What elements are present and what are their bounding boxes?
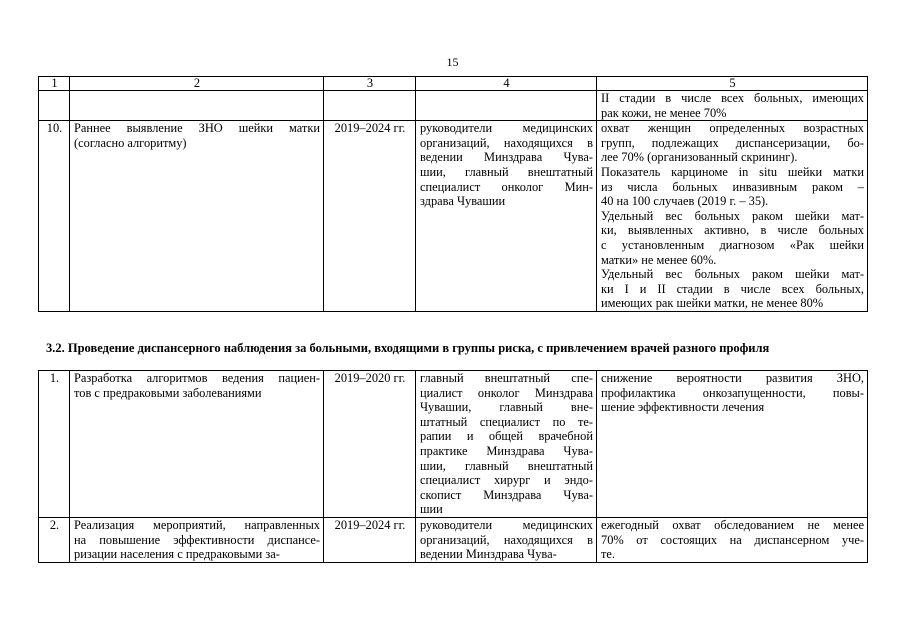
text-line: шии, главный внештатный xyxy=(420,164,593,179)
indicator-paragraph xyxy=(601,91,864,120)
header-row xyxy=(39,77,868,91)
column-number: 3 xyxy=(324,77,416,91)
text-line: II стадии в числе всех больных, имеющих xyxy=(601,91,864,105)
period-cell xyxy=(324,91,416,121)
indicators-cell xyxy=(597,371,868,518)
text-line: ежегодный охват обследованием не менее xyxy=(601,517,864,532)
text-line: из числа больных инвазивным раком – xyxy=(601,179,864,194)
text-line: Удельный вес больных раком шейки мат- xyxy=(601,208,864,223)
text-line: Реализация мероприятий, направленных xyxy=(74,517,320,532)
row-number xyxy=(39,91,70,121)
indicators-cell xyxy=(597,121,868,312)
text-line: циалист онколог Минздрава xyxy=(420,385,593,400)
responsible-cell xyxy=(416,121,597,312)
table-row xyxy=(39,517,868,562)
text-line: здрава Чувашии xyxy=(420,194,506,209)
text-line: шение эффективности лечения xyxy=(601,400,765,415)
text-line: Удельный вес больных раком шейки мат- xyxy=(601,267,864,282)
text-line: охват женщин определенных возрастных xyxy=(601,121,864,136)
text-line: Разработка алгоритмов ведения пациен- xyxy=(74,371,320,385)
text-line: руководители медицинских xyxy=(420,121,593,136)
period-cell: 2019–2024 гг. xyxy=(324,517,416,562)
row-number: 1. xyxy=(39,371,70,518)
table-row xyxy=(39,121,868,312)
period-cell: 2019–2020 гг. xyxy=(324,371,416,518)
text-line: штатный специалист по те- xyxy=(420,414,593,429)
responsible-cell xyxy=(416,371,597,518)
page-number: 15 xyxy=(446,55,459,69)
responsible-cell xyxy=(416,91,597,121)
column-number: 1 xyxy=(39,77,70,91)
indicator-paragraph xyxy=(601,165,864,209)
row-number: 10. xyxy=(39,121,70,312)
column-number: 4 xyxy=(416,77,597,91)
indicators-cell xyxy=(597,517,868,562)
text-line: снижение вероятности развития ЗНО, xyxy=(601,371,864,385)
text-line: Раннее выявление ЗНО шейки матки xyxy=(74,121,320,136)
indicator-paragraph xyxy=(601,209,864,267)
plan-table-bottom xyxy=(38,370,868,563)
text-line: практике Минздрава Чува- xyxy=(420,443,593,458)
indicators-cell xyxy=(597,91,868,121)
text-line: Показатель карциноме in situ шейки матки xyxy=(601,164,864,179)
event-cell xyxy=(70,517,324,562)
text-line: шии, главный внештатный xyxy=(420,458,593,473)
text-line: скопист Минздрава Чува- xyxy=(420,487,593,502)
text-line: руководители медицинских xyxy=(420,517,593,532)
text-line: рапии и общей врачебной xyxy=(420,429,593,444)
text-line: групп, подлежащих диспансеризации, бо- xyxy=(601,135,864,150)
text-line: ведении Минздрава Чува- xyxy=(420,150,593,165)
text-line: Чувашии, главный вне- xyxy=(420,400,593,415)
row-number: 2. xyxy=(39,517,70,562)
column-number: 2 xyxy=(70,77,324,91)
text-line: с установленным диагнозом «Рак шейки xyxy=(601,237,864,252)
indicator-paragraph xyxy=(601,518,864,562)
table-row xyxy=(39,91,868,121)
text-line: специалист онколог Мин- xyxy=(420,179,593,194)
text-line: организаций, находящихся в xyxy=(420,532,593,547)
text-line: (согласно алгоритму) xyxy=(74,135,187,150)
text-line: организаций, находящихся в xyxy=(420,135,593,150)
text-line: ки, выявленных активно, в числе больных xyxy=(601,223,864,238)
text-line: на повышение эффективности диспансе- xyxy=(74,532,320,547)
table-row xyxy=(39,371,868,518)
indicator-paragraph xyxy=(601,267,864,311)
indicator-paragraph xyxy=(601,121,864,165)
text-line: 40 на 100 случаев (2019 г. – 35). xyxy=(601,194,769,209)
column-number: 5 xyxy=(597,77,868,91)
text-line: 70% от состоящих на диспансерном уче- xyxy=(601,532,864,547)
event-cell xyxy=(70,371,324,518)
text-line: рак кожи, не менее 70% xyxy=(601,105,727,120)
text-line: шии xyxy=(420,502,443,517)
text-line: имеющих рак шейки матки, не менее 80% xyxy=(601,296,824,311)
event-cell xyxy=(70,91,324,121)
text-line: матки» не менее 60%. xyxy=(601,252,717,267)
event-cell xyxy=(70,121,324,312)
indicator-paragraph xyxy=(601,371,864,415)
text-line: ризации населения с предраковыми за- xyxy=(74,547,280,562)
responsible-cell xyxy=(416,517,597,562)
section-title: 3.2. Проведение диспансерного наблюдения за больными, входящими в группы риска, с привлечением врачей разного профиля xyxy=(46,341,770,355)
text-line: лее 70% (организованный скрининг). xyxy=(601,150,798,165)
plan-table-top xyxy=(38,76,868,312)
text-line: профилактика онкозапущенности, повы- xyxy=(601,385,864,400)
text-line: тов с предраковыми заболеваниями xyxy=(74,385,262,400)
text-line: специалист хирург и эндо- xyxy=(420,473,593,488)
text-line: ведении Минздрава Чува- xyxy=(420,547,557,562)
period-cell: 2019–2024 гг. xyxy=(324,121,416,312)
text-line: главный внештатный спе- xyxy=(420,371,593,385)
text-line: ки I и II стадии в числе всех больных, xyxy=(601,281,864,296)
text-line: те. xyxy=(601,547,616,562)
